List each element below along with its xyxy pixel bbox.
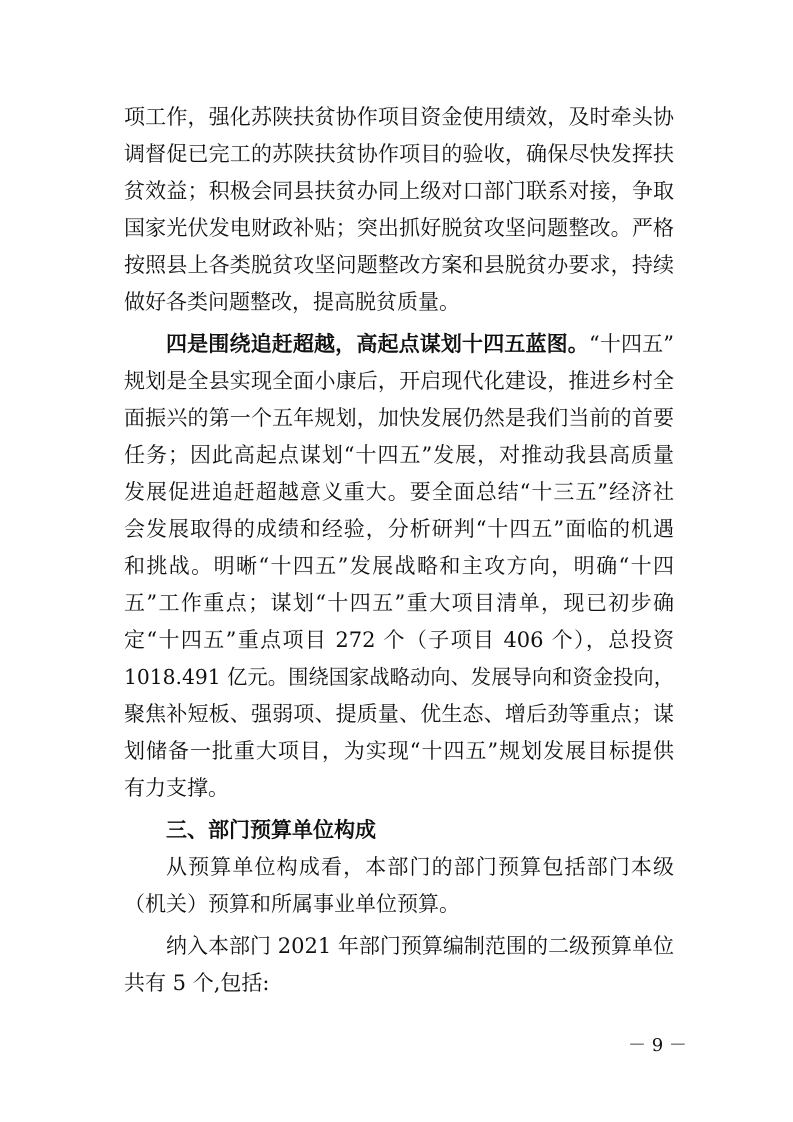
paragraph-2-line-2: 面振兴的第一个五年规划，加快发展仍然是我们当前的首要 [124, 406, 674, 430]
paragraph-2-line-1: 规划是全县实现全面小康后，开启现代化建设，推进乡村全 [124, 369, 674, 393]
paragraph-2-line-12: 有力支撑。 [124, 776, 229, 800]
paragraph-3-line-2: （机关）预算和所属事业单位预算。 [124, 892, 460, 916]
paragraph-2-line-10: 聚焦补短板、强弱项、提质量、优生态、增后劲等重点；谋 [124, 702, 674, 726]
paragraph-1-line-4: 国家光伏发电财政补贴；突出抓好脱贫攻坚问题整改。严格 [124, 216, 674, 240]
paragraph-1-line-6: 做好各类问题整改，提高脱贫质量。 [124, 290, 460, 314]
paragraph-1-line-3: 贫效益；积极会同县扶贫办同上级对口部门联系对接，争取 [124, 179, 674, 203]
paragraph-2-line-9: 1018.491 亿元。围绕国家战略动向、发展导向和资金投向， [124, 665, 674, 689]
paragraph-2-line-11: 划储备一批重大项目，为实现“十四五”规划发展目标提供 [124, 739, 674, 763]
paragraph-2-line-3: 任务；因此高起点谋划“十四五”发展，对推动我县高质量 [124, 443, 674, 467]
paragraph-2-line-8: 定“十四五”重点项目 272 个（子项目 406 个），总投资 [124, 628, 674, 652]
paragraph-1-line-1: 项工作，强化苏陕扶贫协作项目资金使用绩效，及时牵头协 [124, 105, 674, 129]
paragraph-2-lead-line [166, 330, 674, 358]
paragraph-2-line-7: 五”工作重点；谋划“十四五”重大项目清单，现已初步确 [124, 591, 674, 615]
paragraph-2-line-6: 和挑战。明晰“十四五”发展战略和主攻方向，明确“十四 [124, 554, 674, 578]
paragraph-4-line-2: 共有 5 个,包括: [124, 971, 270, 995]
paragraph-2-line-4: 发展促进追赶超越意义重大。要全面总结“十三五”经济社 [124, 480, 674, 504]
paragraph-4-line-1: 纳入本部门 2021 年部门预算编制范围的二级预算单位 [166, 934, 674, 958]
paragraph-2-line-5: 会发展取得的成绩和经验，分析研判“十四五”面临的机遇 [124, 517, 674, 541]
section-heading: 三、部门预算单位构成 [166, 818, 376, 842]
paragraph-1-line-2: 调督促已完工的苏陕扶贫协作项目的验收，确保尽快发挥扶 [124, 142, 674, 166]
paragraph-1-line-5: 按照县上各类脱贫攻坚问题整改方案和县脱贫办要求，持续 [124, 253, 674, 277]
paragraph-2-lead-bold: 四是围绕追赶超越，高起点谋划十四五蓝图。 [166, 332, 589, 356]
page-number: － 9 － [628, 1035, 687, 1056]
paragraph-3-line-1: 从预算单位构成看，本部门的部门预算包括部门本级 [166, 855, 674, 879]
paragraph-2-lead-rest: “十四五” [588, 332, 674, 356]
